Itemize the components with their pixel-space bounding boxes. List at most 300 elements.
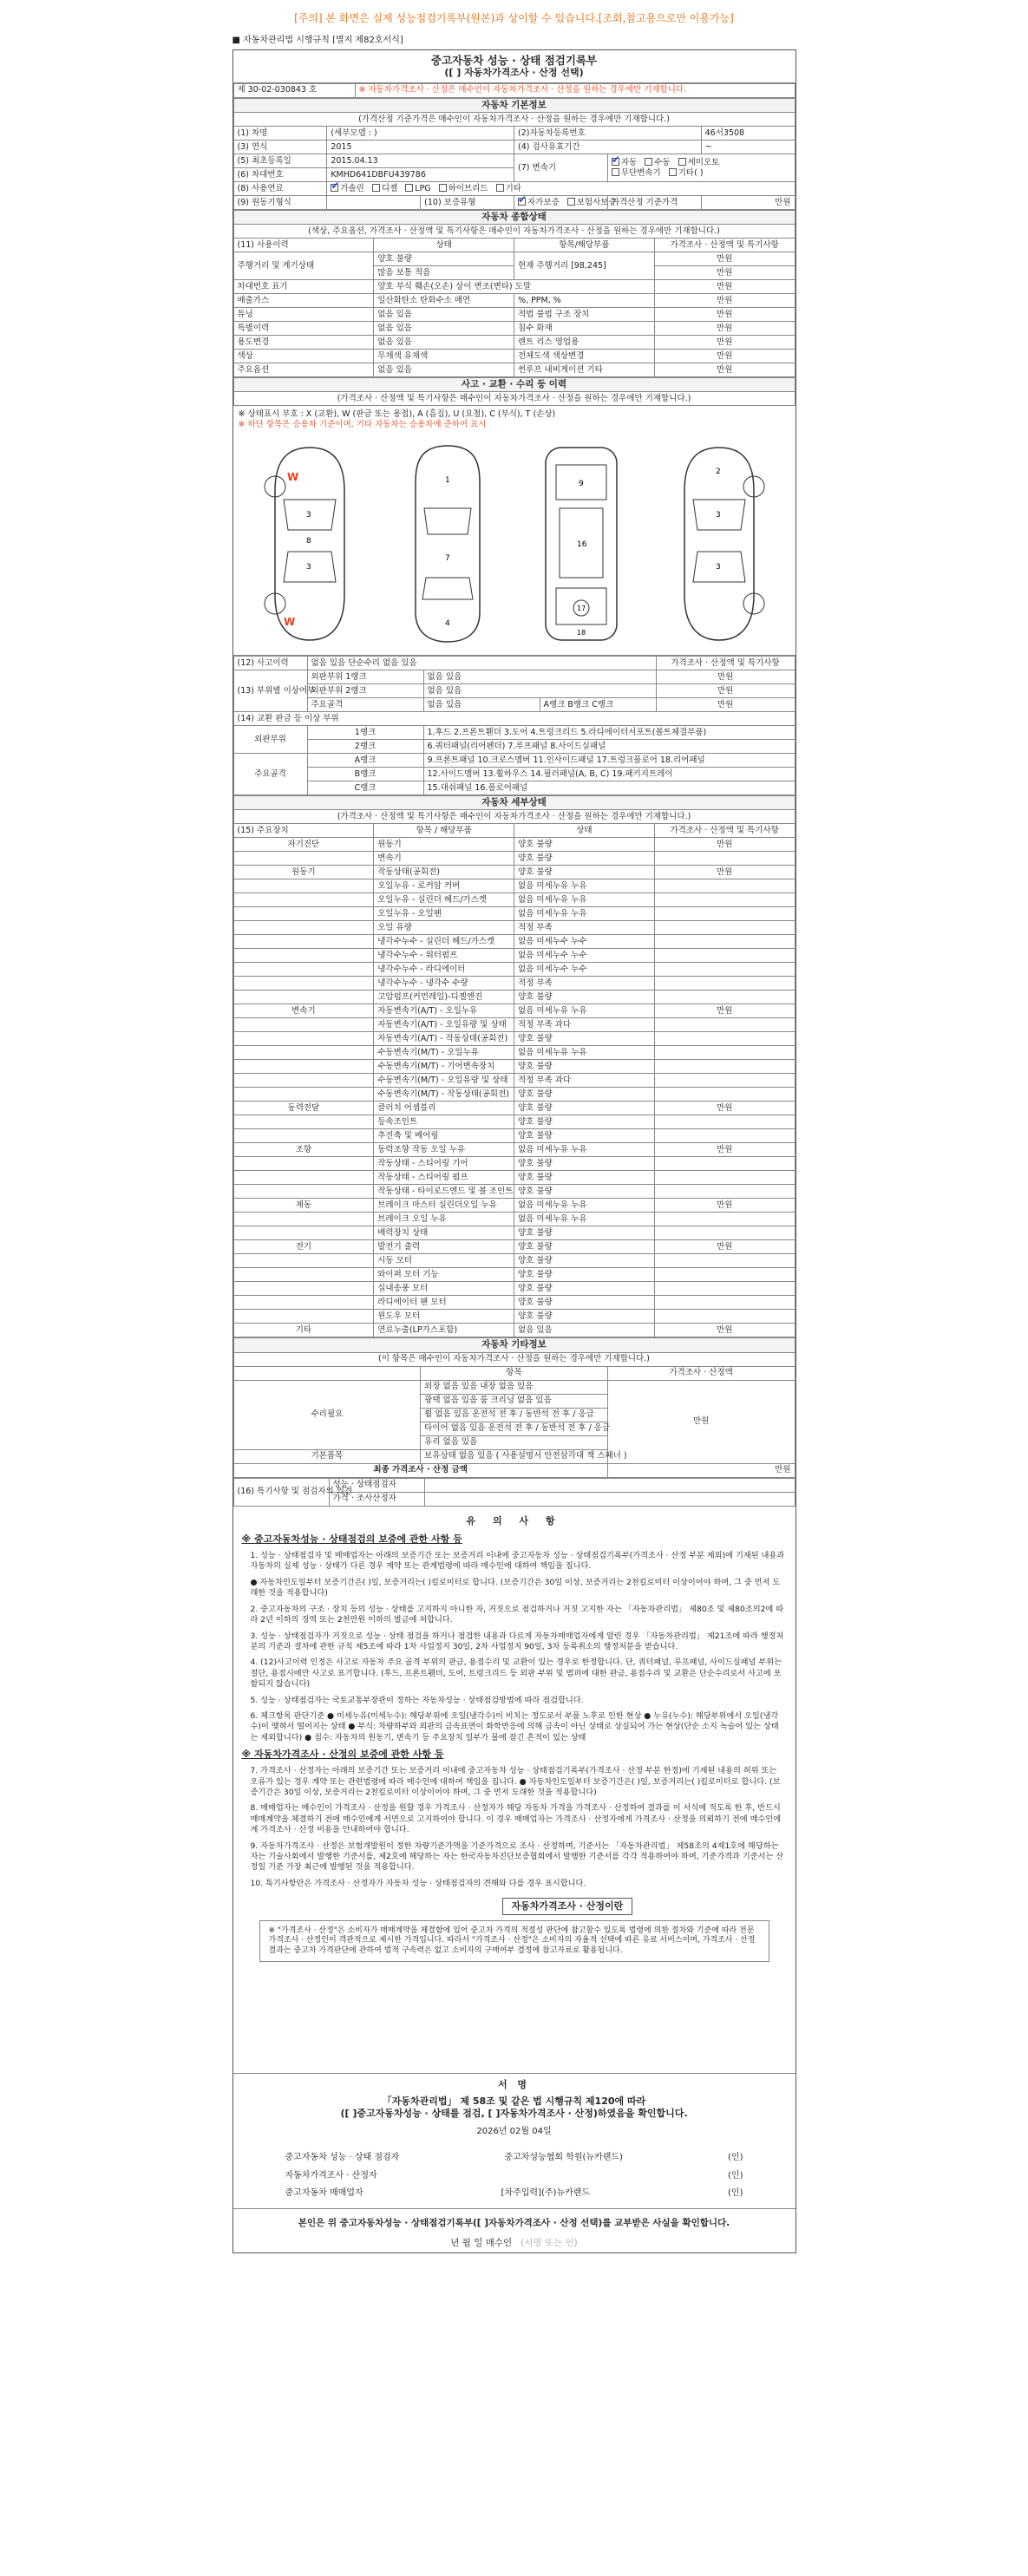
detail-state: 없음 있음 (514, 1324, 655, 1337)
other-header: 자동차 기타정보 (233, 1338, 795, 1352)
detail-price: 만원 (654, 1004, 795, 1018)
notice-banner: [주의] 본 화면은 실제 성능점검기록부(원본)과 상이할 수 있습니다.[조회,참고용으로만 이용가능] (294, 12, 734, 24)
won: 만원 (654, 350, 795, 363)
detail-state: 양호 불량 (514, 1088, 655, 1102)
detail-row (233, 1226, 795, 1240)
overall-note: (색상, 주요옵션, 가격조사 · 산정액 및 특기사항은 매수인이 자동차가격조사 · 산정을 원하는 경우에만 기재합니다.) (233, 225, 795, 239)
legend-2: ※ 하단 항목은 승용차 기준이며, 기타 자동차는 승용차에 준하여 표시 (238, 420, 487, 430)
svg-text:3: 3 (715, 563, 721, 572)
detail-row (233, 1129, 795, 1143)
detail-group (233, 893, 374, 907)
detail-col1: (15) 주요장치 (233, 824, 374, 838)
overall-row-item: 전체도색 색상변경 (514, 350, 655, 363)
other-note: (이 항목은 매수인이 자동차가격조사 · 산정을 원하는 경우에만 기재합니다.) (233, 1352, 795, 1366)
basic-header: 자동차 기본정보 (233, 98, 795, 112)
detail-group (233, 949, 374, 963)
svg-text:4: 4 (444, 619, 450, 628)
detail-group (233, 977, 374, 991)
detail-header: 자동차 세부상태 (233, 796, 795, 810)
detail-price (654, 1185, 795, 1199)
overall-row-state: 없음 있음 (374, 308, 514, 322)
detail-rows (233, 838, 795, 1337)
notes-title: 유 의 사 항 (466, 1514, 562, 1527)
detail-row (233, 1060, 795, 1074)
history-options: 없음 있음 단순수리 없음 있음 (307, 657, 656, 670)
detail-state: 없음 미세누유 누유 (514, 893, 655, 907)
svg-text:W: W (286, 471, 298, 483)
warranty-opt: 자가보증 (527, 197, 560, 207)
motor-value (327, 196, 421, 210)
won: 만원 (654, 308, 795, 322)
detail-row (233, 1074, 795, 1088)
main-frame-label: 주요골격 (307, 698, 423, 712)
detail-price (654, 1060, 795, 1074)
accident-header: 사고 · 교환 · 수리 등 이력 (233, 378, 795, 392)
won: 만원 (656, 698, 795, 712)
note-paragraph: ● 자동차인도일부터 보증기간은( )일, 보증거리는( )킬로미터로 합니다. (보증기간은 30일 이상, 보증거리는 2천킬로미터 이상이어야 하며, 그 중 먼저 도래한 것을 적용합니다) (250, 1577, 781, 1599)
part-rank: 2랭크 (307, 740, 423, 754)
detail-row (233, 1102, 795, 1115)
detail-item: 동력조향 작동 오일 누유 (374, 1143, 514, 1157)
overall-row-item: 침수 화재 (514, 322, 655, 336)
detail-state: 양호 불량 (514, 1226, 655, 1240)
detail-row (233, 991, 795, 1004)
detail-row (233, 893, 795, 907)
detail-state: 양호 불량 (514, 1032, 655, 1046)
overall-row-item: 적법 불법 구조 장치 (514, 308, 655, 322)
detail-note: (가격조사 · 산정액 및 특기사항은 매수인이 자동차가격조사 · 산정을 원하는 경우에만 기재합니다.) (233, 810, 795, 824)
other-item-col: 항목 (421, 1366, 608, 1380)
fuel-opt: 가솔린 (340, 183, 364, 193)
part-text: 12.사이드멤버 13.휠하우스 14.필러패널(A, B, C) 19.패키지트레이 (423, 768, 795, 781)
detail-state: 양호 불량 (514, 1129, 655, 1143)
part-header: (14) 교환 판금 등 이상 부위 (233, 712, 795, 726)
trans-opt: 무단변속기 (620, 167, 661, 178)
sign-row-inspector (233, 2149, 796, 2167)
detail-price (654, 852, 795, 866)
detail-col3: 상태 (514, 824, 655, 838)
car-left-side-diagram (258, 439, 362, 647)
detail-price: 만원 (654, 1143, 795, 1157)
note-paragraph: 10. 특기사항란은 가격조사 · 산정자가 자동차 성능 · 상태점검자의 견해와 다를 경우 표시합니다. (250, 1878, 586, 1888)
basic-items-label: 기본품목 (233, 1449, 421, 1463)
detail-group (233, 963, 374, 977)
detail-row (233, 852, 795, 866)
detail-state: 양호 불량 (514, 1060, 655, 1074)
overall-row-item: 썬루프 내비게이션 기타 (514, 363, 655, 377)
detail-price (654, 1171, 795, 1185)
checkbox-icon (645, 158, 652, 166)
car-diagram-area (233, 406, 796, 656)
detail-item: 브레이크 마스터 실린더오일 누유 (374, 1199, 514, 1213)
detail-group (233, 1268, 374, 1282)
detail-price (654, 1018, 795, 1032)
note-paragraph: 3. 성능 · 상태점검자가 거짓으로 성능 · 상태 점검을 하거나 점검한 내용과 다르게 자동차매매업자에게 알린 경우 「자동차관리법」 제21조에 따라 행정처분의 기준과 절차에 관한 규칙 제5조에 따라 1차 사업정지 30일, 2차 사업정지 90일, 3차 등록취소의 행정처분을 받습니다. (250, 1631, 784, 1651)
outer2-label: 외판부위 2랭크 (307, 684, 423, 698)
repair-label: 수리필요 (233, 1380, 421, 1449)
car-frame-diagram (534, 439, 629, 647)
detail-group (233, 1171, 374, 1185)
detail-state: 양호 불량 (514, 838, 655, 852)
note-paragraph: 5. 성능 · 상태점검자는 국토교통부장관이 정하는 자동차성능 · 상태점검방법에 따라 점검합니다. (250, 1695, 584, 1705)
detail-price (654, 1046, 795, 1060)
history-label: (12) 사고이력 (233, 657, 307, 670)
detail-group (233, 921, 374, 935)
detail-group: 자기진단 (233, 838, 374, 852)
opinion-table (233, 1478, 796, 1507)
detail-price (654, 1226, 795, 1240)
overall-row-label: 배출가스 (233, 294, 374, 308)
detail-group (233, 1032, 374, 1046)
detail-group (233, 1074, 374, 1088)
trans-label: (7) 변속기 (514, 154, 607, 182)
checkbox-icon (567, 198, 575, 206)
repair-row: 외장 없음 있음 내장 없음 있음 (421, 1380, 608, 1394)
notes-section (233, 1507, 796, 2074)
motor-label: (9) 원동기형식 (233, 196, 327, 210)
detail-state: 적정 부족 (514, 921, 655, 935)
overall-row-label: 색상 (233, 350, 374, 363)
detail-state: 없음 미세누수 누수 (514, 949, 655, 963)
outer2-opts: 없음 있음 (423, 684, 656, 698)
detail-price (654, 921, 795, 935)
detail-item: 발전기 출력 (374, 1240, 514, 1254)
inspection-document (232, 34, 796, 2253)
detail-item: 작동상태 - 스티어링 펌프 (374, 1171, 514, 1185)
detail-row (233, 1185, 795, 1199)
detail-row (233, 1018, 795, 1032)
checkbox-icon (372, 184, 380, 192)
detail-price (654, 893, 795, 907)
detail-row (233, 977, 795, 991)
overall-header: 자동차 종합상태 (233, 211, 795, 225)
svg-text:8: 8 (305, 537, 311, 546)
detail-item: 냉각수누수 - 워터펌프 (374, 949, 514, 963)
detail-state: 양호 불량 (514, 1157, 655, 1171)
detail-item: 오일누유 - 실린더 헤드/가스켓 (374, 893, 514, 907)
repair-row: 타이어 없음 있음 운전석 전 후 / 동반석 전 후 / 응급 (421, 1422, 608, 1435)
detail-row (233, 1046, 795, 1060)
sign-role: 중고자동차 성능 · 상태 점검자 (285, 2153, 400, 2163)
note-paragraph: 9. 자동차가격조사 · 산정은 보험개발원이 정한 차량기준가액을 기준가격으로 조사 · 산정하며, 기준서는 「자동차관리법」 제58조의 4제1호에 해당하는 자는 기술사회에서 발행한 기준서를, 제2호에 해당하는 자는 한국자동차진단보증협회에서 발행한 기준서를 각각 적용하여야 하며, 기준가격과 기준서는 산정일 기준 가장 최근에 발행된 것을 적용합니다. (250, 1840, 784, 1873)
car-right-side-diagram (667, 439, 771, 647)
detail-group (233, 991, 374, 1004)
doc-title: 중고자동차 성능 · 상태 점검기록부 (430, 53, 598, 67)
detail-price (654, 1115, 795, 1129)
detail-col2: 항목 / 해당부품 (374, 824, 514, 838)
detail-col4: 가격조사 · 산정액 및 특기사항 (654, 824, 795, 838)
detail-item: 배력장치 상태 (374, 1226, 514, 1240)
won: 만원 (654, 322, 795, 336)
year: 2015 (327, 141, 514, 154)
detail-state: 적정 부족 (514, 977, 655, 991)
detail-group (233, 907, 374, 921)
part-group: 외판부위 (233, 726, 307, 754)
detail-row (233, 1004, 795, 1018)
detail-group (233, 1310, 374, 1324)
detail-group (233, 1046, 374, 1060)
won: 만원 (654, 294, 795, 308)
detail-row (233, 1115, 795, 1129)
svg-text:18: 18 (576, 629, 586, 637)
repair-row: 유리 없음 있음 (421, 1435, 608, 1449)
detail-row (233, 1324, 795, 1337)
won: 만원 (654, 280, 795, 294)
fuel-label: (8) 사용연료 (233, 182, 327, 196)
detail-state: 양호 불량 (514, 866, 655, 879)
trans-opt: 수동 (654, 157, 671, 167)
detail-state: 양호 불량 (514, 1254, 655, 1268)
svg-text:3: 3 (305, 563, 311, 572)
note-paragraph: 2. 중고자동차의 구조 · 장치 등의 성능 · 상태를 고지하지 아니한 자, 거짓으로 점검하거나 거짓 고지한 자는 「자동차관리법」 제80조 및 제80조의2에 따라 2년 이하의 징역 또는 2천만원 이하의 벌금에 처합니다. (250, 1604, 784, 1625)
vin-label: (6) 차대번호 (233, 168, 327, 182)
detail-item: 냉각수누수 - 실린더 헤드/가스켓 (374, 935, 514, 949)
car-diagrams (239, 439, 790, 647)
detail-row (233, 1282, 795, 1296)
sign-value: [차주입력](주)뉴카랜드 (501, 2188, 591, 2199)
appraisal-box-title: 자동차가격조사 · 산정이란 (502, 1898, 633, 1915)
note-paragraph: 8. 매매업자는 매수인이 가격조사 · 산정을 원할 경우 가격조사 · 산정자가 해당 자동차 가격을 가격조사 · 산정하여 결과를 이 서식에 적도록 한 후, 반드시 매매계약을 체결하기 전에 매수인에게 서면으로 고지하여야 합니다. 이 경우 매매업자는 가격조사 · 산정자에게 가격조사 · 산정을 의뢰하기 전에 매수인에게 가격조사 · 산정 비용을 안내하여야 합니다. (250, 1803, 782, 1835)
overall-col4: 가격조사 · 산정액 및 특기사항 (654, 239, 795, 252)
detail-row (233, 949, 795, 963)
detail-state: 적정 부족 과다 (514, 1018, 655, 1032)
detail-group: 기타 (233, 1324, 374, 1337)
detail-group (233, 1088, 374, 1102)
detail-state: 양호 불량 (514, 1310, 655, 1324)
basic-info-table (233, 98, 796, 210)
detail-row (233, 838, 795, 852)
detail-group (233, 1185, 374, 1199)
sign-row-dealer (233, 2185, 796, 2208)
document-frame (232, 49, 796, 2254)
price-base-label: 가격산정 기준가격 (607, 196, 701, 210)
detail-price: 만원 (654, 1324, 795, 1337)
detail-state: 양호 불량 (514, 1268, 655, 1282)
reg-no-label: (2)자동차등록번호 (514, 127, 701, 141)
detail-row (233, 879, 795, 893)
sign-seal: (인) (728, 2170, 743, 2180)
svg-text:17: 17 (576, 605, 586, 612)
detail-group (233, 1282, 374, 1296)
overall-table (233, 210, 796, 377)
detail-state: 양호 불량 (514, 1115, 655, 1129)
trans-options (607, 154, 795, 182)
overall-row-state: 없음 있음 (374, 363, 514, 377)
detail-price (654, 1129, 795, 1143)
checkbox-icon (518, 198, 526, 206)
detail-item: 클러치 어셈블리 (374, 1102, 514, 1115)
overall-row-state: 없음 있음 (374, 322, 514, 336)
title-block (233, 50, 796, 83)
detail-price (654, 907, 795, 921)
doc-number-note: ※ 자동차가격조사 · 산정은 매수인이 자동차가격조사 · 산정을 원하는 경우에만 기재합니다. (355, 83, 795, 97)
detail-group (233, 1157, 374, 1171)
checkbox-icon (678, 158, 686, 166)
detail-model-label: (세부모델 : ) (327, 127, 514, 141)
checkbox-icon (439, 184, 447, 192)
detail-group (233, 879, 374, 893)
fuel-opt: LPG (415, 183, 431, 193)
part-group: 주요골격 (233, 754, 307, 795)
detail-item: 자동변속기(A/T) - 오일누유 (374, 1004, 514, 1018)
detail-item: 브레이크 오일 누유 (374, 1213, 514, 1226)
note-paragraph: 1. 성능 · 상태점검자 및 매매업자는 아래의 보증기간 또는 보증거리 이내에 중고자동차 성능 · 상태점검기록부(가격조사 · 산정 부분 제외)에 기재된 내용과 자동차의 실제 성능 · 상태가 다른 경우 계약 또는 관계법령에 따라 매수인에 대하여 책임을 집니다. (250, 1551, 785, 1572)
detail-item: 실내송풍 모터 (374, 1282, 514, 1296)
detail-item: 자동변속기(A/T) - 오일유량 및 상태 (374, 1018, 514, 1032)
detail-item: 작동상태(공회전) (374, 866, 514, 879)
sign-date: 2026년 02월 04일 (476, 2126, 552, 2136)
detail-group (233, 1226, 374, 1240)
detail-row (233, 963, 795, 977)
note-paragraph: 6. 체크항목 판단기준 ● 미세누유(미세누수): 해당부위에 오일(냉각수)이 비치는 정도로서 부품 노후로 인한 현상 ● 누유(누수): 해당부위에서 오일(냉각수)이 맺혀서 떨어지는 상태 ● 부식: 차량하부와 외판의 금속표면이 화학반응에 의해 금속이 아닌 상태로 상실되어 가는 현상(단순 소지 녹슬어 있는 상태는 제외합니다) ● 침수: 자동차의 원동기, 변속기 등 주요장치 일부가 물에 잠긴 흔적이 있는 상태 (250, 1711, 779, 1742)
detail-group: 원동기 (233, 866, 374, 879)
year-label: (3) 연식 (233, 141, 327, 154)
won: 만원 (656, 670, 795, 684)
svg-text:3: 3 (715, 511, 721, 520)
overall-row-state: 없음 있음 (374, 336, 514, 350)
detail-group: 제동 (233, 1199, 374, 1213)
detail-state: 양호 불량 (514, 852, 655, 866)
detail-item: 변속기 (374, 852, 514, 866)
overall-row-label: 튜닝 (233, 308, 374, 322)
detail-group (233, 1254, 374, 1268)
detail-table (233, 795, 796, 1337)
sign-row-appraiser (233, 2167, 796, 2186)
svg-text:1: 1 (444, 476, 450, 485)
overall-row-item: %, PPM, % (514, 294, 655, 308)
sign-law2: ([ ]중고자동차성능 · 상태를 점검, [ ]자동차가격조사 · 산정)하였음을 확인합니다. (340, 2108, 688, 2119)
detail-group (233, 852, 374, 866)
car-name-label: (1) 차명 (233, 127, 327, 141)
mileage: 현재 주행거리 [98,245] (514, 252, 655, 280)
checkbox-icon (612, 158, 619, 166)
detail-row (233, 1199, 795, 1213)
detail-price (654, 1074, 795, 1088)
won: 만원 (654, 252, 795, 266)
detail-row (233, 935, 795, 949)
detail-price (654, 1157, 795, 1171)
outer1-opts: 없음 있음 (423, 670, 656, 684)
first-reg-label: (5) 최초등록일 (233, 154, 327, 168)
overall-row-label: 주행거리 및 계기상태 (233, 252, 374, 280)
history-price-col: 가격조사 · 산정액 및 특기사항 (656, 657, 795, 670)
overall-row-label: 특별이력 (233, 322, 374, 336)
detail-state: 적정 부족 과다 (514, 1074, 655, 1088)
fuel-opt: 디젤 (381, 183, 398, 193)
detail-state: 없음 미세누유 누유 (514, 1004, 655, 1018)
receipt-sign-hint: (서명 또는 인) (521, 2237, 578, 2248)
sign-role: 중고자동차 매매업자 (285, 2188, 363, 2199)
detail-group (233, 1060, 374, 1074)
checkbox-icon (496, 184, 504, 192)
outer1-label: 외판부위 1랭크 (307, 670, 423, 684)
legend-1: ※ 상태표시 부호 : X (교환), W (판금 또는 용접), A (흠집), U (요철), C (부식), T (손상) (238, 409, 556, 420)
inspect-period: ~ (701, 141, 795, 154)
overall-col2: 상태 (374, 239, 514, 252)
overall-row-state: 일산화탄소 탄화수소 매연 (374, 294, 514, 308)
won: 만원 (607, 1380, 795, 1463)
detail-row (233, 1032, 795, 1046)
svg-text:9: 9 (578, 480, 584, 488)
final-price-won: 만원 (607, 1463, 795, 1477)
detail-price (654, 935, 795, 949)
overall-row-state: 많음 보통 적음 (374, 266, 514, 280)
won: 만원 (656, 684, 795, 698)
detail-price (654, 977, 795, 991)
detail-row (233, 1296, 795, 1310)
part-rank: 1랭크 (307, 726, 423, 740)
repair-row: 광택 없음 있음 룸 크리닝 없음 있음 (421, 1394, 608, 1408)
sign-title: 서 명 (497, 2078, 531, 2090)
detail-state: 없음 미세누유 누유 (514, 1046, 655, 1060)
part-text: 9.프론트패널 10.크로스멤버 11.인사이드패널 17.트렁크플로어 18.리어패널 (423, 754, 795, 768)
detail-item: 라디에이터 팬 모터 (374, 1296, 514, 1310)
detail-state: 없음 미세누유 누유 (514, 1213, 655, 1226)
detail-state: 없음 미세누수 누수 (514, 963, 655, 977)
overall-row-item: 렌트 리스 영업용 (514, 336, 655, 350)
form-label: ■ 자동차관리법 시행규칙 [별지 제82호서식] (232, 36, 403, 45)
detail-item: 고압펌프(커먼레일)-디젤엔진 (374, 991, 514, 1004)
first-reg: 2015.04.13 (327, 154, 514, 168)
detail-row (233, 1240, 795, 1254)
detail-state: 없음 미세누수 누수 (514, 935, 655, 949)
detail-item: 작동상태 - 타이로드엔드 및 볼 조인트 (374, 1185, 514, 1199)
detail-item: 작동상태 - 스티어링 기어 (374, 1157, 514, 1171)
receipt-text: 본인은 위 중고자동차성능 · 상태점검기록부([ ]자동차가격조사 · 산정 선택)를 교부받은 사실을 확인합니다. (298, 2217, 730, 2228)
detail-group (233, 1129, 374, 1143)
detail-group: 전기 (233, 1240, 374, 1254)
overall-row-label: 주요옵션 (233, 363, 374, 377)
svg-text:W: W (283, 616, 295, 628)
overall-row-state: 무채색 유채색 (374, 350, 514, 363)
sign-law1: 「자동차관리법」 제 58조 및 같은 법 시행규칙 제120에 따라 (382, 2095, 646, 2108)
sign-seal: (인) (728, 2188, 743, 2199)
part-text: 15.대쉬패널 16.플로어패널 (423, 781, 795, 795)
detail-group (233, 935, 374, 949)
detail-price (654, 1282, 795, 1296)
notes-section2-title: ※ 자동차가격조사 · 산정의 보증에 관한 사항 등 (241, 1749, 444, 1761)
detail-item: 등속조인트 (374, 1115, 514, 1129)
detail-row (233, 1213, 795, 1226)
trans-opt: 자동 (620, 157, 638, 167)
opinion-label: (16) 특기사항 및 점검자의 의견 (233, 1478, 329, 1506)
detail-row (233, 1088, 795, 1102)
checkbox-icon (405, 184, 413, 192)
warranty-options (514, 196, 617, 210)
detail-price: 만원 (654, 1102, 795, 1115)
vin: KMHD641DBFU439786 (327, 168, 514, 182)
main-frame-opts: 없음 있음 (423, 698, 540, 712)
final-price-label: 최종 가격조사 · 산정 금액 (233, 1463, 607, 1477)
detail-group: 동력전달 (233, 1102, 374, 1115)
part-text: 6.쿼터패널(리어펜더) 7.루프패널 8.사이드실패널 (423, 740, 795, 754)
doc-subtitle: ([ ] 자동차가격조사 · 산정 선택) (444, 67, 584, 79)
detail-item: 오일누유 - 로커암 커버 (374, 879, 514, 893)
detail-state: 없음 미세누유 누유 (514, 1199, 655, 1213)
detail-group (233, 1213, 374, 1226)
detail-row (233, 1268, 795, 1282)
detail-group: 변속기 (233, 1004, 374, 1018)
svg-text:2: 2 (715, 467, 721, 476)
checkbox-icon (669, 168, 677, 176)
receipt-year-line: 년 월 일 매수인 (450, 2237, 513, 2248)
trans-opt: 세미오토 (687, 157, 720, 167)
reg-no: 46서3508 (701, 127, 795, 141)
overall-row-label: 용도변경 (233, 336, 374, 350)
doc-number: 제 30-02-030843 호 (233, 83, 355, 97)
detail-row (233, 1171, 795, 1185)
detail-state: 양호 불량 (514, 1102, 655, 1115)
